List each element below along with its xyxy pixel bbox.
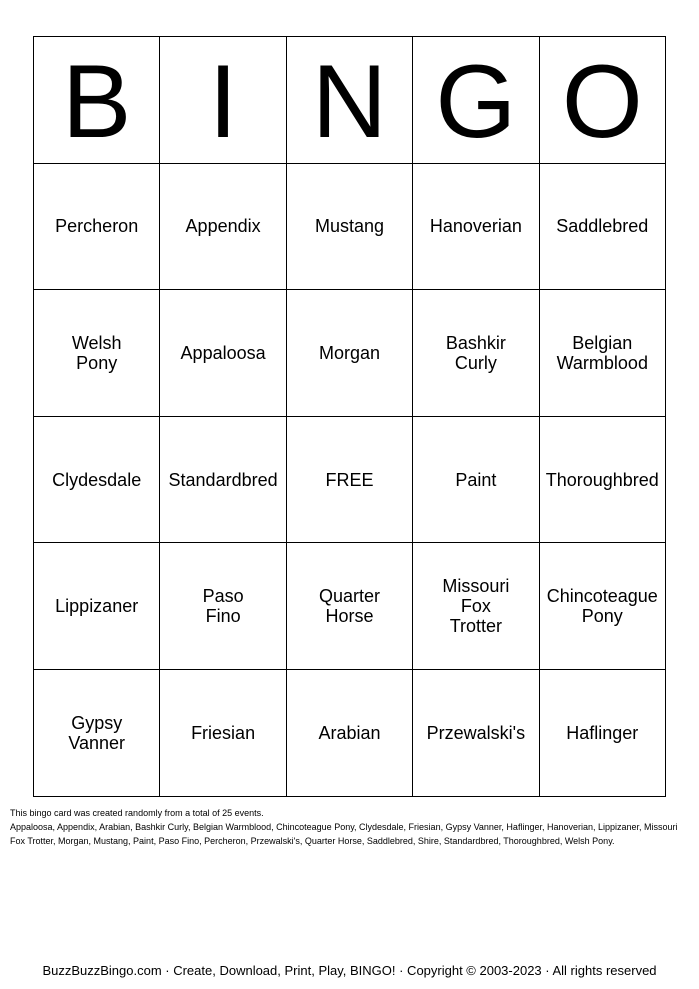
bingo-cell: Friesian bbox=[160, 669, 286, 796]
header-letter-g: G bbox=[413, 37, 539, 164]
bingo-cell: Welsh Pony bbox=[34, 290, 160, 417]
bingo-cell: Hanoverian bbox=[413, 163, 539, 290]
header-letter-b: B bbox=[34, 37, 160, 164]
bingo-card bbox=[33, 36, 666, 797]
bingo-header-row bbox=[34, 37, 666, 164]
bingo-cell: Chincoteague Pony bbox=[539, 543, 665, 670]
bingo-cell: Lippizaner bbox=[34, 543, 160, 670]
header-letter-i: I bbox=[160, 37, 286, 164]
bingo-cell: Gypsy Vanner bbox=[34, 669, 160, 796]
bingo-cell: Appendix bbox=[160, 163, 286, 290]
bingo-cell: Morgan bbox=[286, 290, 412, 417]
bingo-cell: Quarter Horse bbox=[286, 543, 412, 670]
event-list: Appaloosa, Appendix, Arabian, Bashkir Curly, Belgian Warmblood, Chincoteague Pony, Clydesdale, Friesian, Gypsy Vanner, Haflinger, Hanoverian, Lippizaner, Missouri Fox Trotter, Morgan, Mustang, Paint, Paso Fino, Percheron, Przewalski's, Quarter Horse, Saddlebred, Shire, Standardbred, Thoroughbred, Welsh Pony. bbox=[10, 822, 678, 846]
bingo-row bbox=[34, 669, 666, 796]
header-letter-n: N bbox=[286, 37, 412, 164]
bingo-row bbox=[34, 290, 666, 417]
copyright-footer: BuzzBuzzBingo.com · Create, Download, Print, Play, BINGO! · Copyright © 2003-2023 · All rights reserved bbox=[42, 963, 657, 978]
bingo-cell: Arabian bbox=[286, 669, 412, 796]
bingo-cell: Standardbred bbox=[160, 416, 286, 543]
bingo-cell: Clydesdale bbox=[34, 416, 160, 543]
bingo-cell: Mustang bbox=[286, 163, 412, 290]
bingo-cell: Thoroughbred bbox=[539, 416, 665, 543]
bingo-cell: Paint bbox=[413, 416, 539, 543]
bingo-cell: Missouri Fox Trotter bbox=[413, 543, 539, 670]
free-space-cell: FREE bbox=[286, 416, 412, 543]
bingo-cell: Appaloosa bbox=[160, 290, 286, 417]
header-letter-o: O bbox=[539, 37, 665, 164]
bingo-cell: Belgian Warmblood bbox=[539, 290, 665, 417]
bingo-cell: Przewalski's bbox=[413, 669, 539, 796]
bingo-row bbox=[34, 163, 666, 290]
bingo-cell: Paso Fino bbox=[160, 543, 286, 670]
bingo-cell: Bashkir Curly bbox=[413, 290, 539, 417]
bingo-cell: Haflinger bbox=[539, 669, 665, 796]
bingo-cell: Saddlebred bbox=[539, 163, 665, 290]
card-generation-note: This bingo card was created randomly from a total of 25 events. bbox=[10, 808, 264, 818]
bingo-row bbox=[34, 416, 666, 543]
bingo-cell: Percheron bbox=[34, 163, 160, 290]
bingo-row bbox=[34, 543, 666, 670]
